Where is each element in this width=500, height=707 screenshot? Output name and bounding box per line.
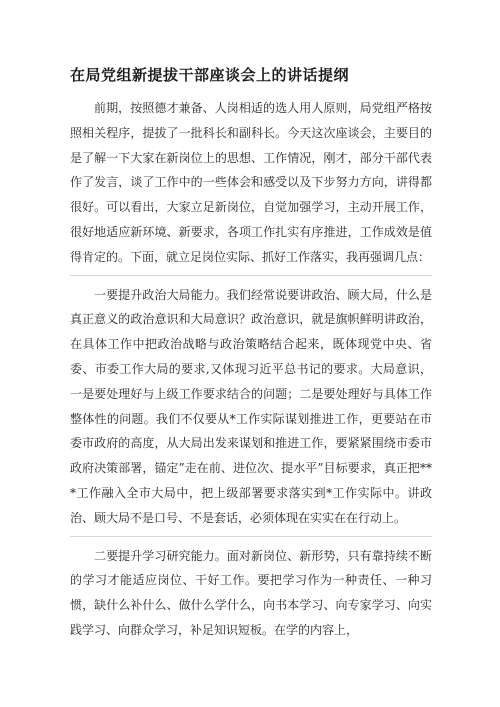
document-title: 在局党组新提拔干部座谈会上的讲话提纲 <box>70 66 350 84</box>
section-divider <box>70 536 432 537</box>
paragraph-intro: 前期，按照德才兼备、人岗相适的选人用人原则，局党组严格按照相关程序，提拔了一批科长和副科长。今天这次座谈会，主要目的是了解一下大家在新岗位上的思想、工作情况，刚才，部分干部代表作了发言，谈了工作中的一些体会和感受以及下步努力方向，讲得都很好。可以看出，大家立足新岗位，自觉加强学习，主动开展工作，很好地适应新环境、新要求，各项工作扎实有序推进，工作成效是值得肯定的。下面，就立足岗位实际、抓好工作落实，我再强调几点： <box>70 101 432 264</box>
paragraph-political-ability: 一要提升政治大局能力。我们经常说要讲政治、顾大局，什么是真正意义的政治意识和大局意识？政治意识，就是旗帜鲜明讲政治，在具体工作中把政治战略与政治策略结合起来，既体现党中央、省委、市委工作大局的要求,又体现习近平总书记的要求。大局意识，一是要处理好与上级工作要求结合的问题；二是要处理好与具体工作整体性的问题。我们不仅要从*工作实际谋划推进工作，更要站在市委市政府的高度，从大局出发来谋划和推进工作，要紧紧围绕市委市政府决策部署，锚定”走在前、进位次、提水平”目标要求，真正把***工作融入全市大局中，把上级部署要求落实到*工作实际中。讲政治、顾大局不是口号、不是套话，必须体现在实实在在行动上。 <box>70 287 432 525</box>
document-body <box>70 96 432 643</box>
paragraph-learning-ability: 二要提升学习研究能力。面对新岗位、新形势，只有靠持续不断的学习才能适应岗位、干好工作。要把学习作为一种责任、一种习惯，缺什么补什么、做什么学什么，向书本学习、向专家学习、向实践学习、向群众学习，补足知识短板。在学的内容上， <box>70 548 432 637</box>
section-divider <box>70 275 432 276</box>
